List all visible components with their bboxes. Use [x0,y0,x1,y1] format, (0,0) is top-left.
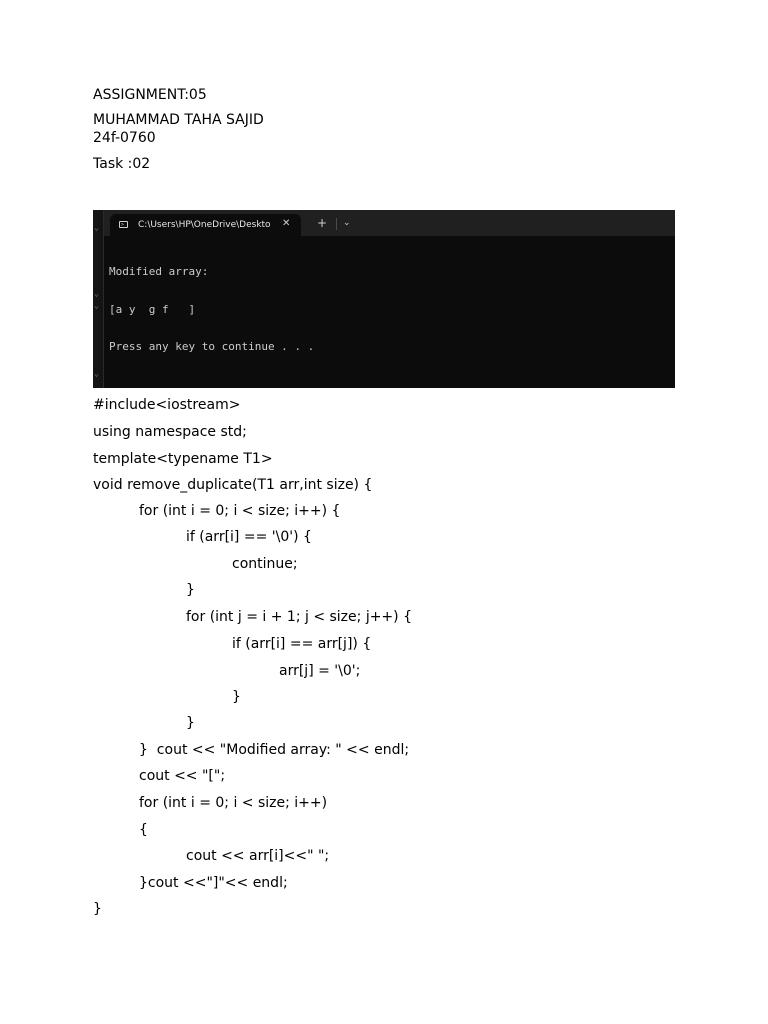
code-line: } [232,689,241,705]
chevron-down-icon: ⌄ [94,369,99,378]
terminal-output [109,241,314,379]
student-name: MUHAMMAD TAHA SAJID [93,112,264,128]
terminal-tab[interactable] [110,214,301,236]
task-label: Task :02 [93,156,151,172]
code-line: } cout << "Modified array: " << endl; [139,742,410,758]
terminal-output-line: [a y g f ] [109,302,196,316]
terminal-output-line: Press any key to continue . . . [109,340,315,353]
code-line: continue; [232,556,298,572]
code-line: for (int i = 0; i < size; i++) [139,795,328,811]
chevron-down-icon: ⌄ [94,223,99,232]
code-line: using namespace std; [93,424,247,440]
assignment-heading: ASSIGNMENT:05 [93,87,207,103]
code-line: }cout <<"]"<< endl; [139,875,288,891]
chevron-down-icon: ⌄ [94,289,99,298]
code-line: cout << arr[i]<<" "; [186,848,330,864]
code-line: cout << "["; [139,768,226,784]
code-line: #include<iostream> [93,397,241,413]
code-line: } [186,582,195,598]
terminal-screenshot [93,210,675,388]
code-line: if (arr[i] == arr[j]) { [232,636,372,652]
terminal-tab-title: C:\Users\HP\OneDrive\Deskto [138,220,271,230]
code-line: for (int i = 0; i < size; i++) { [139,503,341,519]
code-line: for (int j = i + 1; j < size; j++) { [186,609,412,625]
code-line: void remove_duplicate(T1 arr,int size) { [93,477,373,493]
code-line: } [186,715,195,731]
code-line: if (arr[i] == '\0') { [186,529,312,545]
chevron-down-icon[interactable]: ⌄ [343,218,351,228]
code-line: arr[j] = '\0'; [279,663,361,679]
plus-icon[interactable]: + [317,216,328,230]
tab-separator [336,218,337,230]
student-id: 24f-0760 [93,130,156,146]
code-line: } [93,901,102,917]
close-icon[interactable]: ✕ [282,218,291,229]
terminal-icon: >_ [121,222,128,228]
code-line: { [139,822,148,838]
terminal-output-line: Modified array: [109,265,209,278]
code-line: template<typename T1> [93,451,273,467]
chevron-down-icon: ⌄ [94,301,99,310]
editor-gutter [93,210,104,388]
